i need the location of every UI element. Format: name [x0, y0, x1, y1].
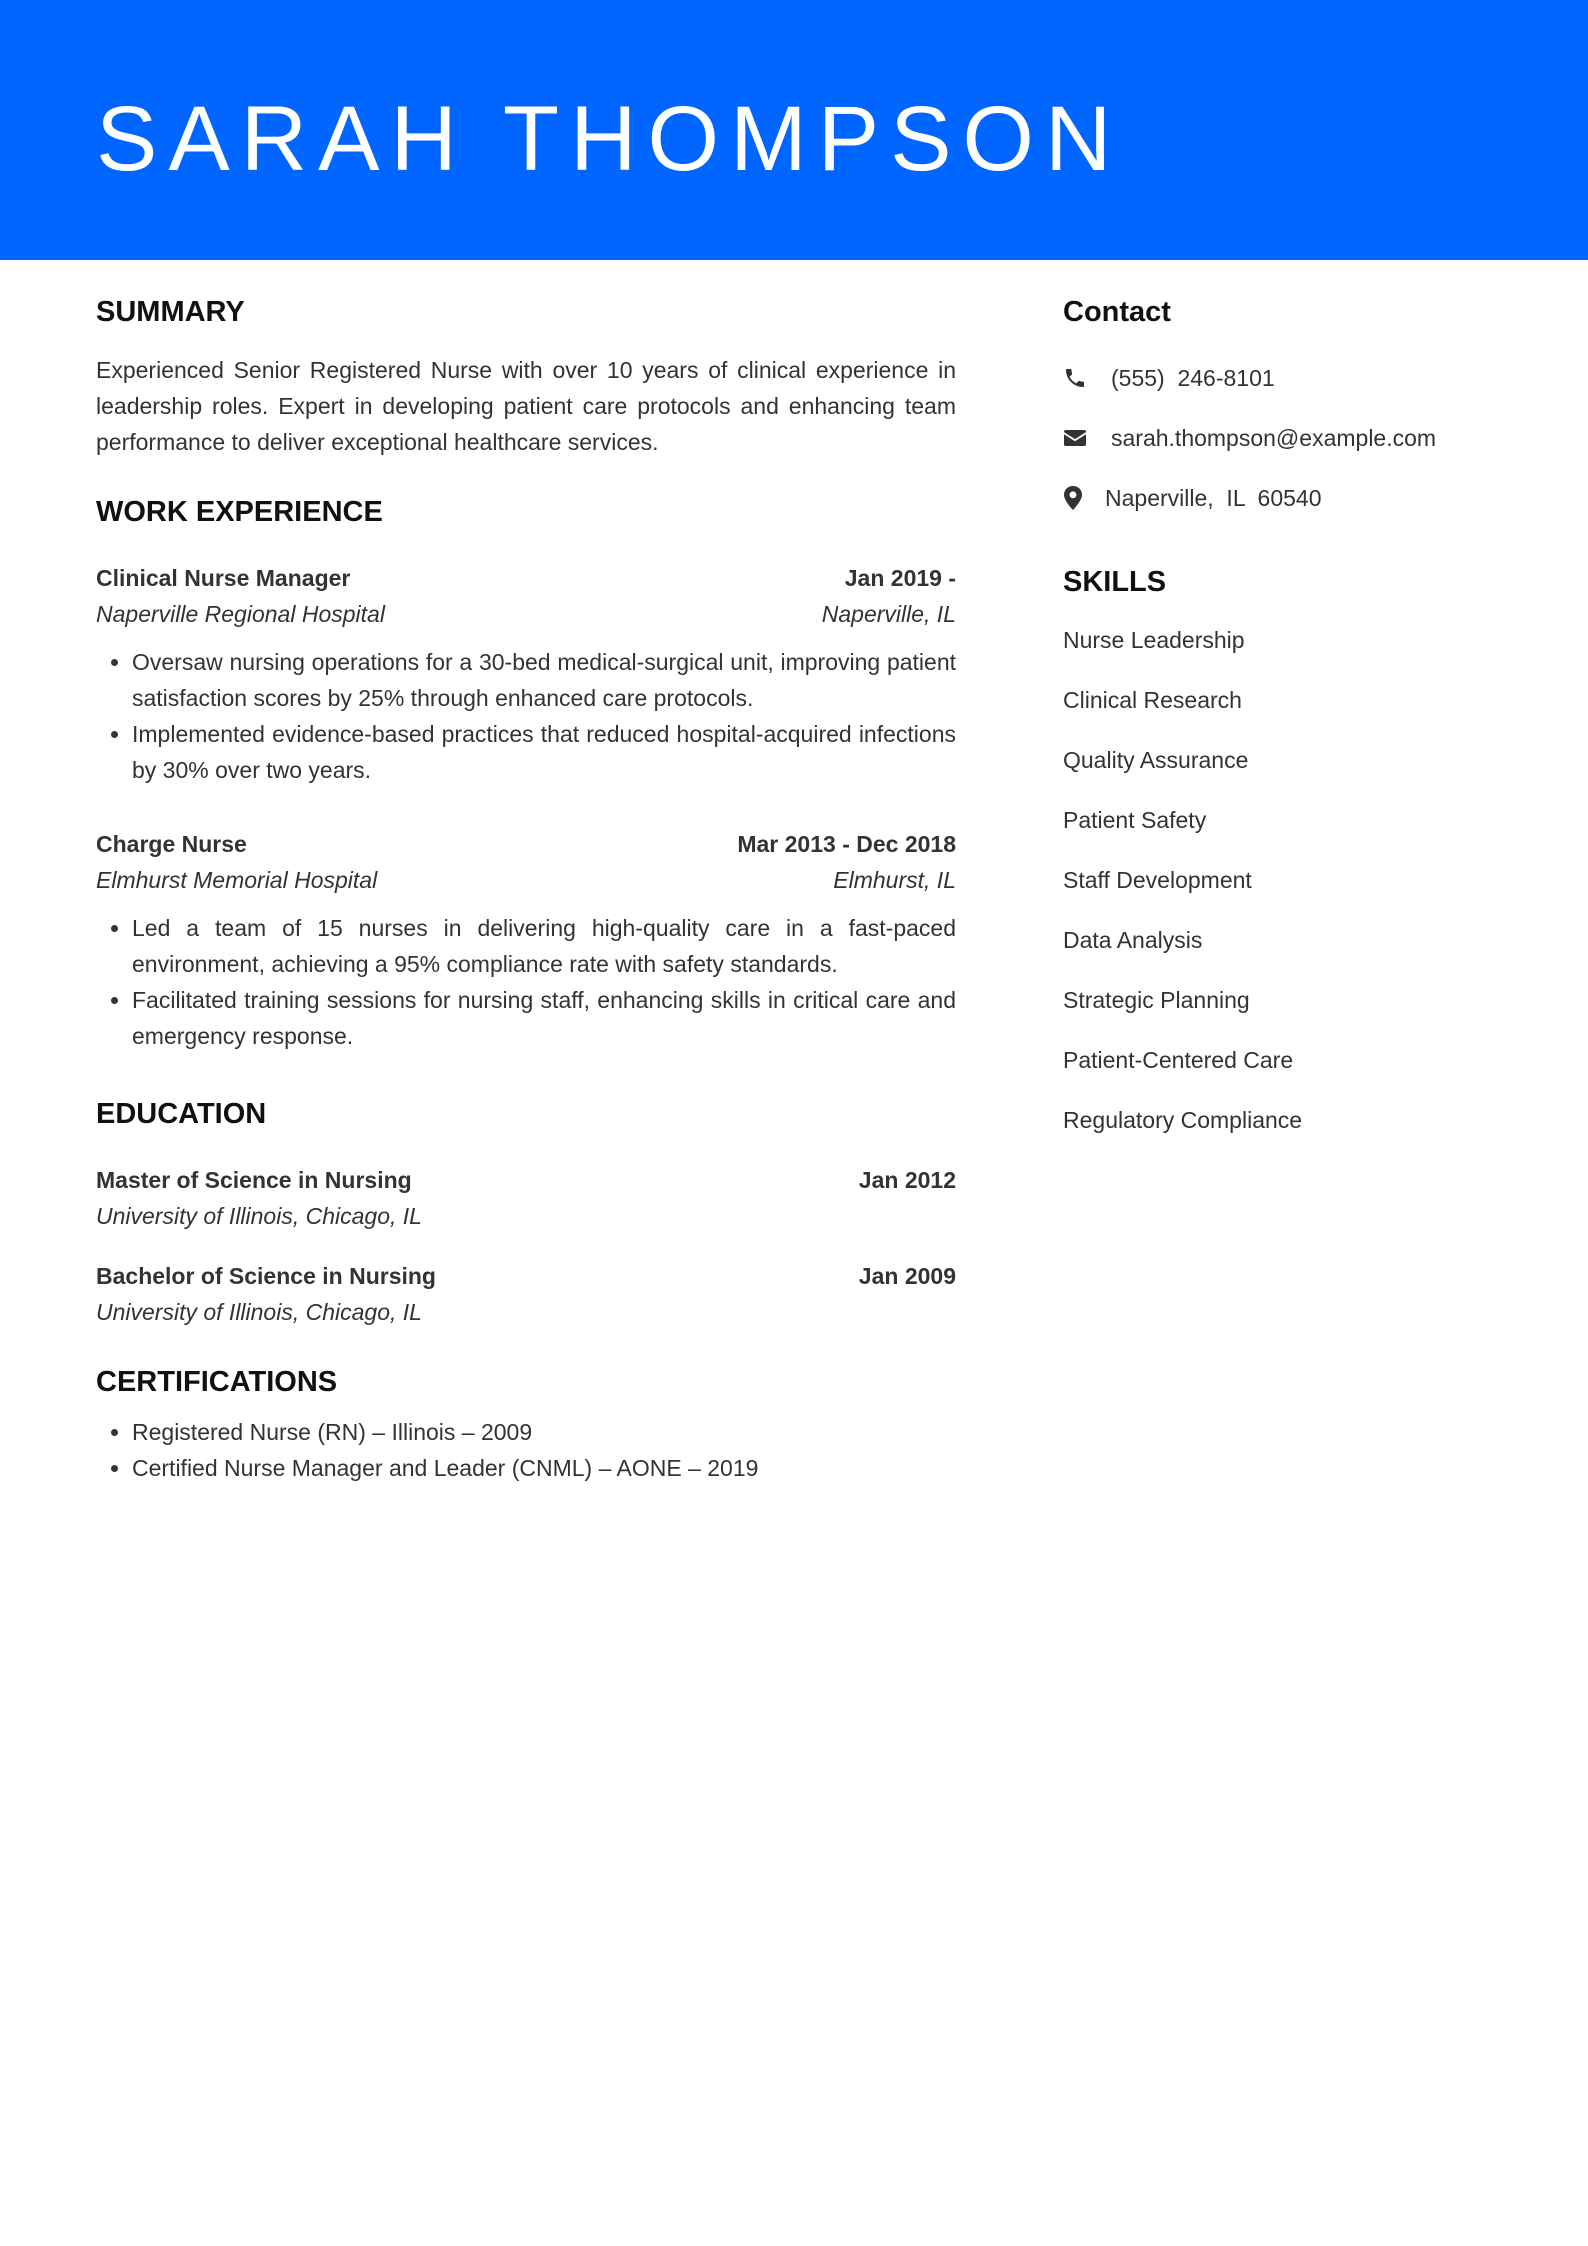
- candidate-name: SARAH THOMPSON: [96, 88, 1123, 190]
- school-name: University of Illinois, Chicago, IL: [96, 1203, 422, 1229]
- skill-item: Quality Assurance: [1063, 747, 1249, 773]
- degree-date: Jan 2009: [858, 1263, 956, 1289]
- contact-section: [1063, 292, 1523, 516]
- work-experience-heading: WORK EXPERIENCE: [96, 496, 383, 528]
- skills-heading: SKILLS: [1063, 566, 1167, 598]
- job-entry: [96, 826, 956, 1054]
- skill-item: Nurse Leadership: [1063, 627, 1245, 653]
- degree-date: Jan 2012: [858, 1167, 956, 1193]
- header-banner: [0, 0, 1588, 260]
- job-employer: Naperville Regional Hospital: [96, 601, 385, 627]
- summary-section: [96, 292, 956, 460]
- sidebar-column: [1063, 292, 1523, 1162]
- job-bullet: • Implemented evidence-based practices that reduced hospital-acquired infections by 30% over two years.: [132, 716, 956, 788]
- job-location: Naperville, IL: [821, 601, 956, 627]
- contact-location: [1063, 480, 1523, 516]
- skill-item: Clinical Research: [1063, 687, 1242, 713]
- summary-heading: SUMMARY: [96, 296, 245, 328]
- skill-item: Patient Safety: [1063, 807, 1207, 833]
- skill-item: Data Analysis: [1063, 927, 1203, 953]
- skills-list: [1063, 622, 1523, 1138]
- envelope-icon: [1063, 426, 1087, 450]
- job-dates: Jan 2019 -: [844, 565, 956, 591]
- map-pin-icon: [1063, 486, 1083, 510]
- skill-item: Patient-Centered Care: [1063, 1047, 1294, 1073]
- contact-location-text: Naperville, IL 60540: [1105, 485, 1322, 511]
- education-heading: EDUCATION: [96, 1098, 267, 1130]
- job-entry: [96, 560, 956, 788]
- contact-phone-text: (555) 246-8101: [1111, 365, 1275, 391]
- certifications-list: [96, 1414, 956, 1486]
- job-role: Charge Nurse: [96, 831, 247, 857]
- job-employer: Elmhurst Memorial Hospital: [96, 867, 378, 893]
- job-bullet: • Facilitated training sessions for nursing staff, enhancing skills in critical care and emergency response.: [132, 982, 956, 1054]
- summary-text: Experienced Senior Registered Nurse with over 10 years of clinical experience in leadership roles. Expert in developing patient care protocols and enhancing team performance to deliver exceptional healthcare services.: [96, 357, 956, 455]
- work-experience-section: [96, 492, 956, 1054]
- job-role: Clinical Nurse Manager: [96, 565, 351, 591]
- contact-heading: Contact: [1063, 296, 1171, 328]
- school-name: University of Illinois, Chicago, IL: [96, 1299, 422, 1325]
- certification-item: • Registered Nurse (RN) – Illinois – 2009: [132, 1414, 956, 1450]
- phone-icon: [1063, 366, 1087, 390]
- education-entry: [96, 1162, 956, 1234]
- job-dates: Mar 2013 - Dec 2018: [737, 831, 956, 857]
- education-section: [96, 1094, 956, 1330]
- job-bullet: • Led a team of 15 nurses in delivering high-quality care in a fast-paced environment, achieving a 95% compliance rate with safety standards.: [132, 910, 956, 982]
- skills-section: [1063, 562, 1523, 1138]
- certifications-heading: CERTIFICATIONS: [96, 1366, 338, 1398]
- education-entry: [96, 1258, 956, 1330]
- degree-name: Bachelor of Science in Nursing: [96, 1263, 436, 1289]
- contact-phone: [1063, 360, 1523, 396]
- job-location: Elmhurst, IL: [833, 867, 956, 893]
- skill-item: Strategic Planning: [1063, 987, 1250, 1013]
- job-bullets: [96, 910, 956, 1054]
- job-bullet: • Oversaw nursing operations for a 30-bed medical-surgical unit, improving patient satisfaction scores by 25% through enhanced care protocols.: [132, 644, 956, 716]
- skill-item: Staff Development: [1063, 867, 1252, 893]
- certification-item: • Certified Nurse Manager and Leader (CNML) – AONE – 2019: [132, 1450, 956, 1486]
- job-bullets: [96, 644, 956, 788]
- contact-email: [1063, 420, 1523, 456]
- certifications-section: [96, 1362, 956, 1486]
- main-column: [96, 292, 956, 1486]
- contact-email-text: sarah.thompson@example.com: [1111, 425, 1437, 451]
- skill-item: Regulatory Compliance: [1063, 1107, 1303, 1133]
- degree-name: Master of Science in Nursing: [96, 1167, 412, 1193]
